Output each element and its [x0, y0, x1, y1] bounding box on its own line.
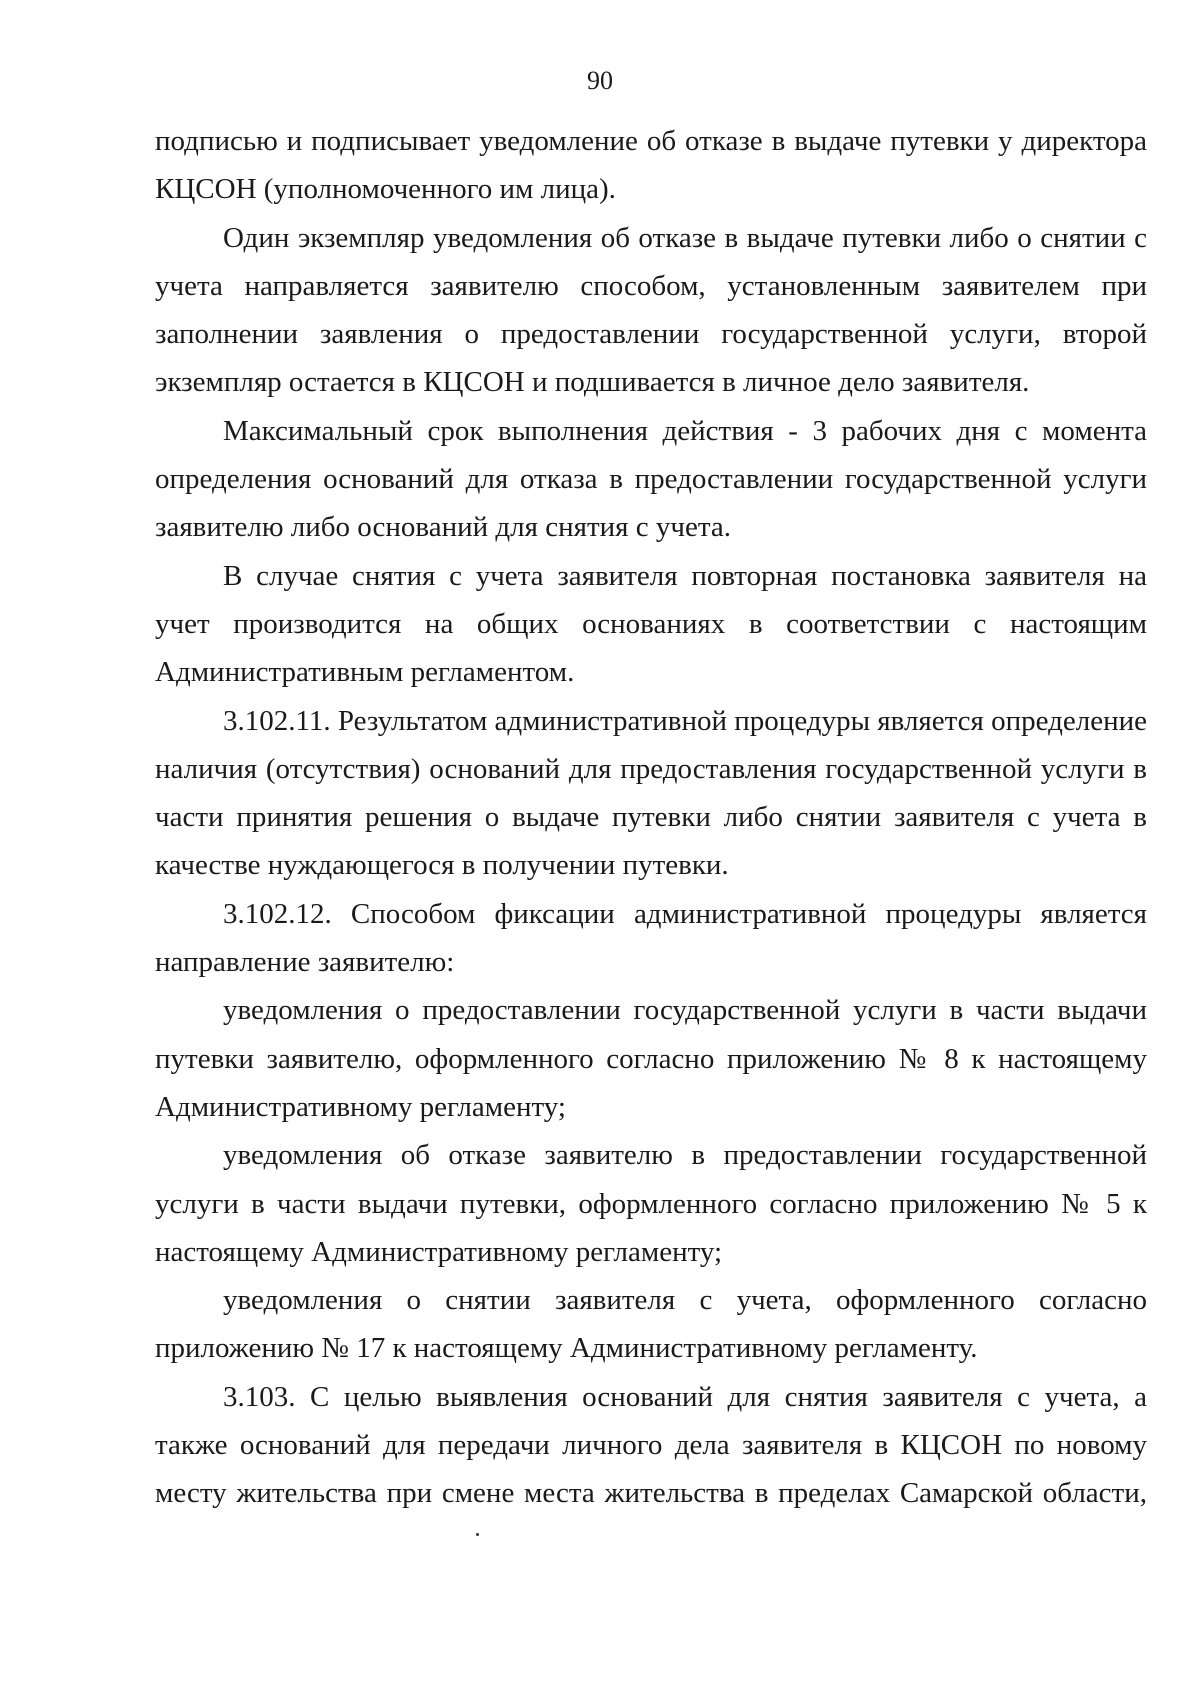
- paragraph-max-deadline: Максимальный срок выполнения действия - 3 рабочих дня с момента определения оснований для отказа в предоставлении государственной услуги заявителю либо оснований для снятия с учета.: [155, 414, 1147, 544]
- paragraph-3-102-11: 3.102.11. Результатом административной процедуры является определение наличия (отсутствия) оснований для предоставления государственной услуги в части принятия решения о выдаче путевки либо снятии заявителя с учета в качестве нуждающегося в получении путевки.: [155, 704, 1148, 882]
- paragraph-re-registration: В случае снятия с учета заявителя повторная постановка заявителя на учет производится на общих основаниях в соответствии с настоящим Административным регламентом.: [155, 559, 1147, 689]
- page-number: 90: [587, 66, 613, 95]
- paragraph-3-103: 3.103. С целью выявления оснований для снятия заявителя с учета, а также оснований для передачи личного дела заявителя в КЦСОН по новому месту жительства при смене места жительства в пределах Самарской области,: [155, 1380, 1147, 1510]
- paragraph-notice-provision: уведомления о предоставлении государственной услуги в части выдачи путевки заявителю, оформленного согласно приложению № 8 к настоящему Административному регламенту;: [155, 994, 1147, 1123]
- paragraph-notice-deregistration: уведомления о снятии заявителя с учета, оформленного согласно приложению № 17 к настоящему Административному регламенту.: [155, 1284, 1147, 1365]
- paragraph-continuation: подписью и подписывает уведомление об отказе в выдаче путевки у директора КЦСОН (уполномоченного им лица).: [155, 125, 1147, 206]
- document-body: [155, 117, 1147, 1518]
- scan-artifact-dot: [476, 1533, 479, 1536]
- paragraph-notice-refusal: уведомления об отказе заявителю в предоставлении государственной услуги в части выдачи путевки, оформленного согласно приложению № 5 к настоящему Административному регламенту;: [155, 1139, 1147, 1268]
- paragraph-3-102-12: 3.102.12. Способом фиксации административной процедуры является направление заявителю:: [155, 897, 1147, 979]
- paragraph-notification-copies: Один экземпляр уведомления об отказе в выдаче путевки либо о снятии с учета направляется заявителю способом, установленным заявителем при заполнении заявления о предоставлении государственной услуги, второй экземпляр остается в КЦСОН и подшивается в личное дело заявителя.: [155, 221, 1147, 399]
